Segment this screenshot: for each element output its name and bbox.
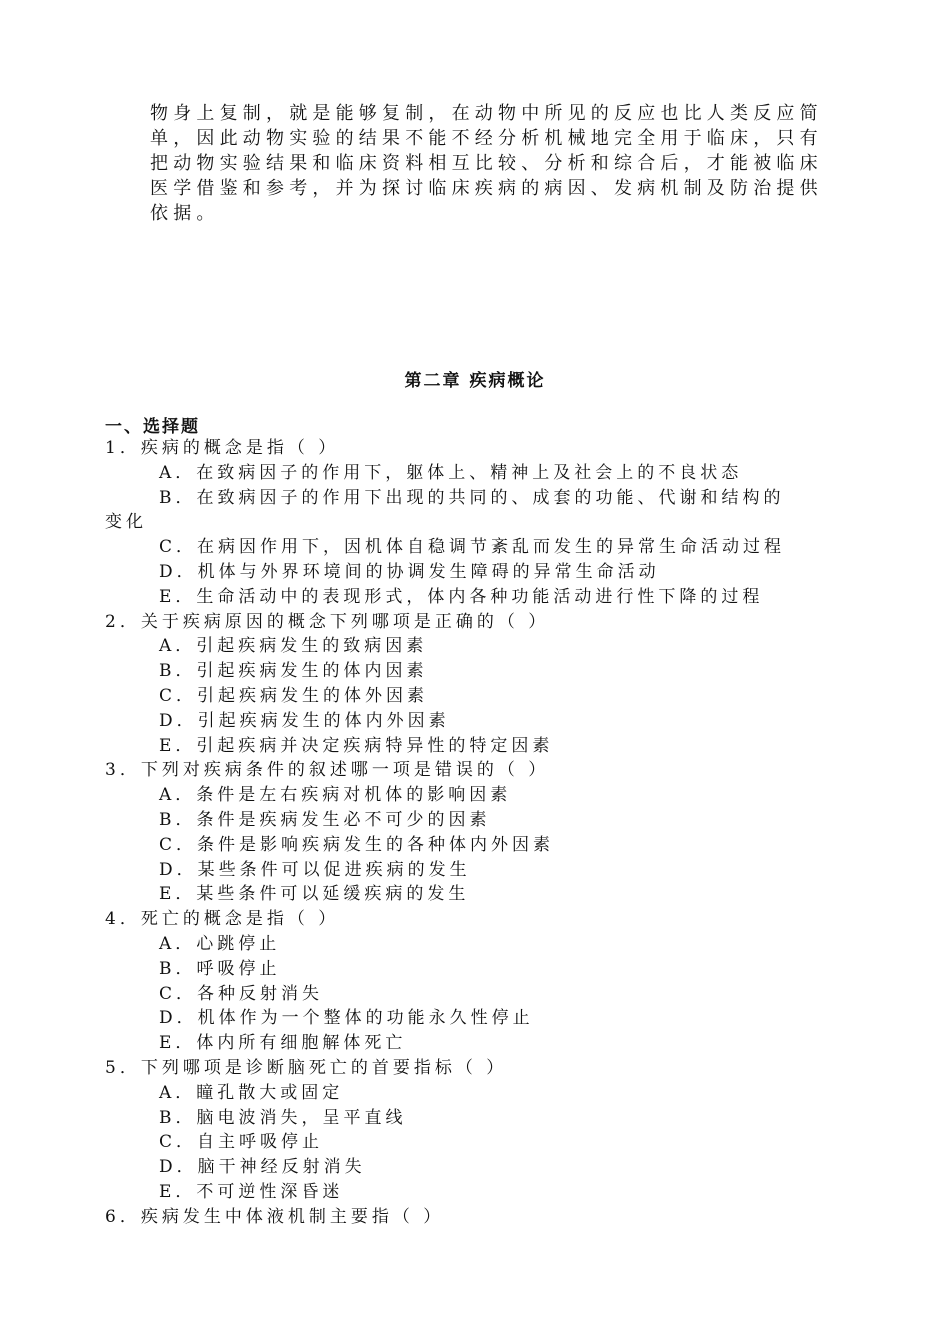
chapter-title: 第二章 疾病概论: [404, 371, 546, 391]
option: B．在致病因子的作用下出现的共同的、成套的功能、代谢和结构的: [159, 487, 785, 508]
section-title: 一、选择题: [105, 417, 200, 437]
intro-line: 依据。: [150, 203, 220, 224]
option: D．脑干神经反射消失: [159, 1157, 366, 1178]
question-stem: 4．死亡的概念是指（ ）: [105, 909, 340, 930]
intro-line: 物身上复制，就是能够复制，在动物中所见的反应也比人类反应简: [150, 103, 823, 124]
option: E．引起疾病并决定疾病特异性的特定因素: [159, 735, 554, 756]
question-stem: 1．疾病的概念是指（ ）: [105, 438, 340, 458]
question-stem: 6．疾病发生中体液机制主要指（ ）: [105, 1206, 445, 1227]
option: C．条件是影响疾病发生的各种体内外因素: [159, 834, 555, 855]
intro-line: 把动物实验结果和临床资料相互比较、分析和综合后，才能被临床: [150, 153, 823, 174]
option: A．心跳停止: [159, 933, 281, 954]
option: C．自主呼吸停止: [159, 1132, 324, 1153]
option: A．在致病因子的作用下，躯体上、精神上及社会上的不良状态: [159, 462, 743, 483]
option: D．引起疾病发生的体内外因素: [159, 710, 450, 731]
option: A．条件是左右疾病对机体的影响因素: [159, 785, 512, 806]
intro-paragraph: [150, 101, 832, 226]
option: D．机体作为一个整体的功能永久性停止: [159, 1008, 534, 1029]
option: A．瞳孔散大或固定: [159, 1082, 344, 1103]
option: D．机体与外界环境间的协调发生障碍的异常生命活动: [159, 561, 660, 582]
option: B．呼吸停止: [159, 958, 281, 979]
question-stem: 5．下列哪项是诊断脑死亡的首要指标（ ）: [105, 1057, 508, 1078]
intro-line: 单，因此动物实验的结果不能不经分析机械地完全用于临床，只有: [150, 128, 823, 149]
question-stem: 3．下列对疾病条件的叙述哪一项是错误的（ ）: [105, 760, 550, 781]
option: B．引起疾病发生的体内因素: [159, 661, 428, 682]
option: E．体内所有细胞解体死亡: [159, 1033, 407, 1054]
question-list: [105, 436, 845, 1230]
option: B．条件是疾病发生必不可少的因素: [159, 809, 491, 830]
option: E．生命活动中的表现形式，体内各种功能活动进行性下降的过程: [159, 586, 764, 607]
option: C．各种反射消失: [159, 983, 324, 1004]
option: E．不可逆性深昏迷: [159, 1181, 344, 1202]
option: A．引起疾病发生的致病因素: [159, 636, 428, 657]
intro-line: 医学借鉴和参考，并为探讨临床疾病的病因、发病机制及防治提供: [150, 178, 823, 199]
option: D．某些条件可以促进疾病的发生: [159, 859, 471, 880]
option: C．在病因作用下，因机体自稳调节紊乱而发生的异常生命活动过程: [159, 537, 786, 558]
option: C．引起疾病发生的体外因素: [159, 685, 429, 706]
question-stem: 2．关于疾病原因的概念下列哪项是正确的（ ）: [105, 611, 550, 632]
option-continuation: 变化: [105, 512, 147, 533]
option: B．脑电波消失，呈平直线: [159, 1107, 407, 1128]
option: E．某些条件可以延缓疾病的发生: [159, 884, 470, 905]
